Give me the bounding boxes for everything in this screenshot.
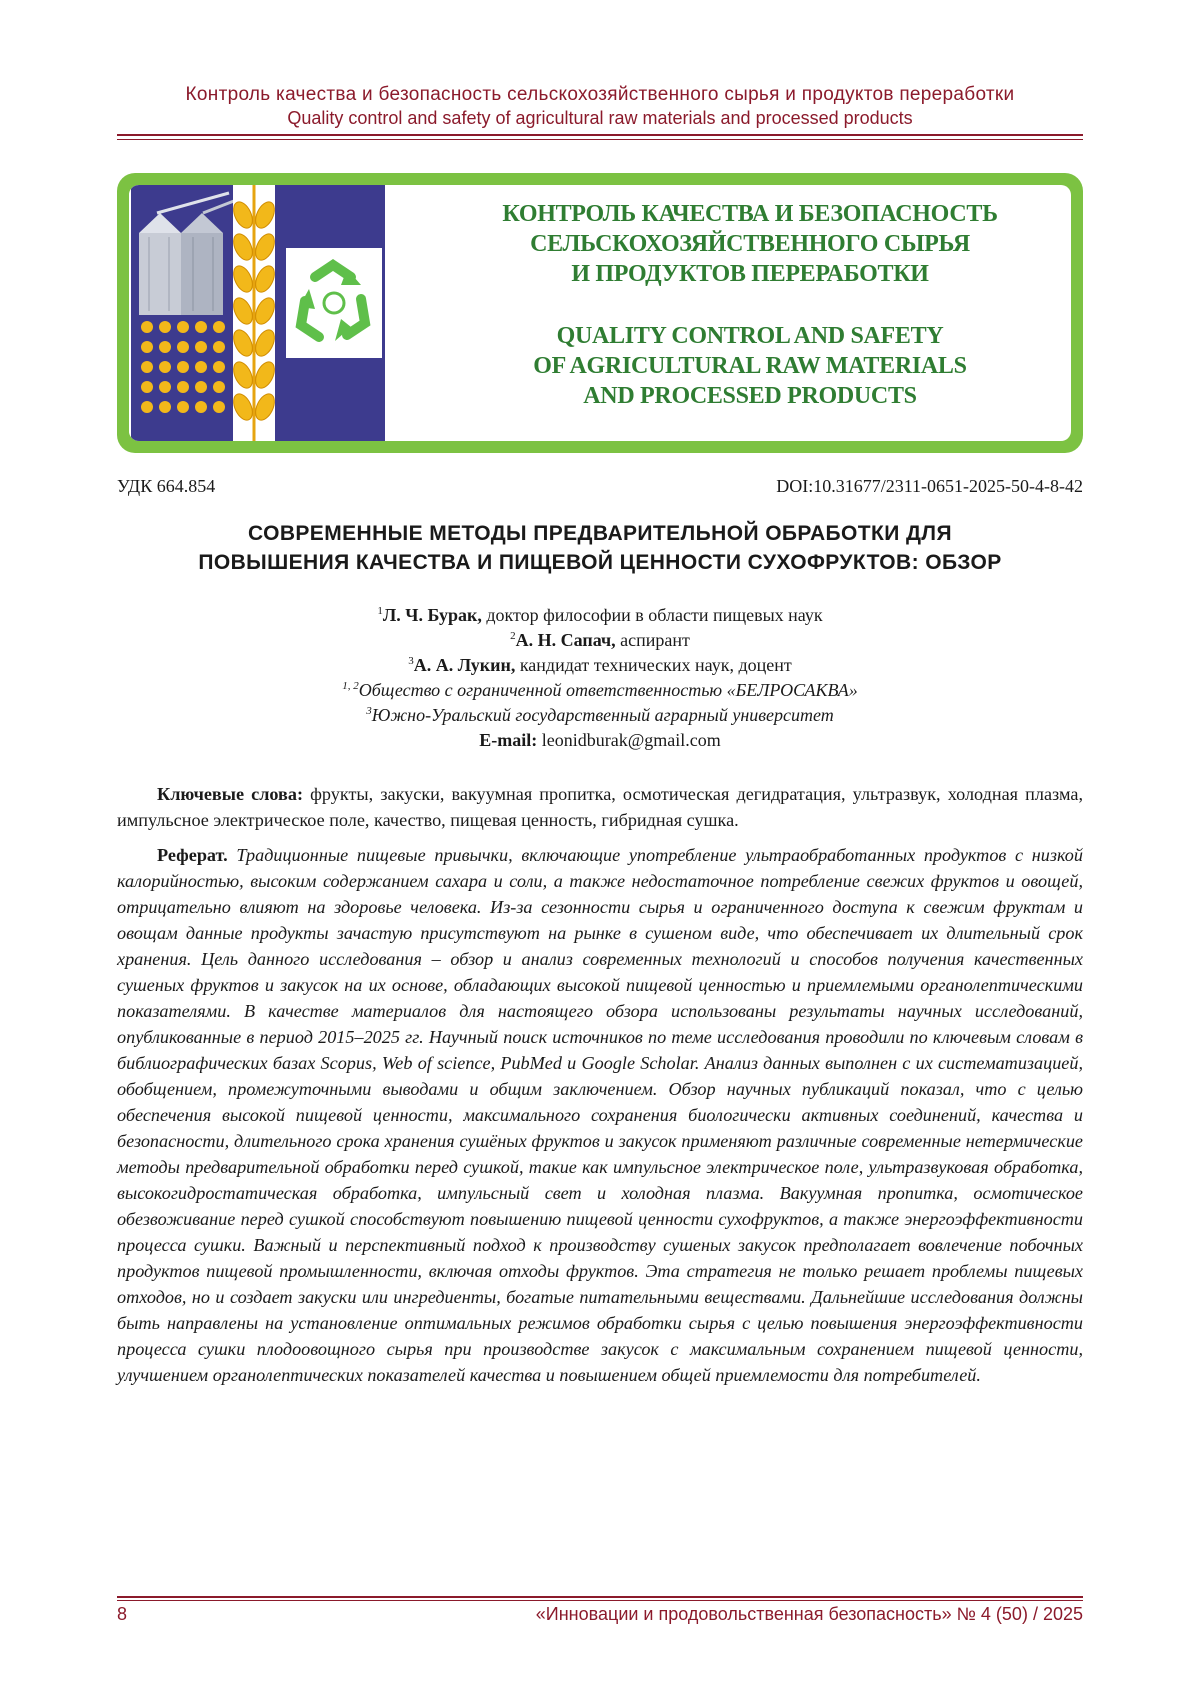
banner-title-ru-line: КОНТРОЛЬ КАЧЕСТВА И БЕЗОПАСНОСТЬ <box>502 201 998 227</box>
author-name: А. А. Лукин, <box>413 655 516 675</box>
recycle-icon <box>285 247 383 359</box>
affiliation-sup: 3 <box>366 705 372 717</box>
author-name: А. Н. Сапач, <box>515 630 616 650</box>
author-2 <box>117 628 1083 652</box>
wheat-ear-icon <box>230 185 278 441</box>
journal-banner <box>117 173 1083 453</box>
header-rule-thin <box>117 139 1083 140</box>
keywords <box>117 781 1083 833</box>
running-head-en: Quality control and safety of agricultural raw materials and processed products <box>287 108 913 128</box>
abstract-text: Традиционные пищевые привычки, включающие употребление ультраобработанных продуктов с низкой калорийностью, высоким содержанием сахара и соли, а также недостаточное потребление свежих фруктов и овощей, отрицательно влияют на здоровье человека. Из-за сезонности сырья и ограниченного доступа к свежим фруктам и овощам данные продукты зачастую присутствуют на рынке в сушеном виде, что обеспечивает их длительный срок хранения. Цель данного исследования – обзор и анализ современных технологий и способов получения качественных сушеных фруктов и закусок на их основе, обладающих высокой пищевой ценностью и приемлемыми органолептическими показателями. В качестве материалов для настоящего обзора использованы результаты научных исследований, опубликованные в период 2015–2025 гг. Научный поиск источников по теме исследования проводили по ключевым словам в библиографических базах Scopus, Web of science, PubMed и Google Scholar. Анализ данных выполнен с их систематизацией, обобщением, промежуточными выводами и общим заключением. Обзор научных публикаций показал, что с целью обеспечения высокой пищевой ценности, максимального сохранения биологически активных соединений, качества и безопасности, длительного срока хранения сушёных фруктов и закусок применяют различные современные нетермические методы предварительной обработки перед сушкой, такие как импульсное электрическое поле, ультразвуковая обработка, высокогидростатическая обработка, импульсный свет и холодная плазма. Вакуумная пропитка, осмотическое обезвоживание перед сушкой способствуют повышению пищевой ценности сухофруктов, а также энергоэффективности процесса сушки. Важный и перспективный подход к производству сушеных закусок предполагает вовлечение побочных продуктов пищевой промышленности, включая отходы фруктов. Эта стратегия не только решает проблемы пищевых отходов, но и создает закуски или ингредиенты, богатые питательными веществами. Дальнейшие исследования должны быть направлены на установление оптимальных режимов обработки сырья с целью повышения энергоэффективности процесса сушки плодоовощного сырья при производстве закусок с максимальным сохранением пищевой ценности, улучшением органолептических показателей качества и повышением общей приемлемости для потребителей. <box>117 845 1083 1385</box>
journal-citation: «Инновации и продовольственная безопасность» № 4 (50) / 2025 <box>535 1604 1083 1624</box>
udc-code: УДК 664.854 <box>117 476 216 496</box>
article-title-line: ПОВЫШЕНИЯ КАЧЕСТВА И ПИЩЕВОЙ ЦЕННОСТИ СУХОФРУКТОВ: ОБЗОР <box>198 551 1002 574</box>
banner-title-en-line: OF AGRICULTURAL RAW MATERIALS <box>533 353 967 379</box>
author-role: кандидат технических наук, доцент <box>515 655 792 675</box>
email-line <box>117 728 1083 752</box>
affiliation-text: Общество с ограниченной ответственностью «БЕЛРОСАКВА» <box>358 680 858 700</box>
page-number: 8 <box>117 1604 128 1624</box>
affiliation-text: Южно-Уральский государственный аграрный университет <box>371 705 834 725</box>
banner-title-ru-line: И ПРОДУКТОВ ПЕРЕРАБОТКИ <box>571 261 929 287</box>
abstract <box>117 842 1083 1388</box>
email-link[interactable]: leonidburak@gmail.com <box>537 730 721 750</box>
author-role: аспирант <box>615 630 690 650</box>
footer-rule-thin <box>117 1600 1083 1601</box>
affiliation-sup: 1, 2 <box>342 680 359 692</box>
author-sup: 3 <box>408 655 414 667</box>
header-rule <box>117 134 1083 136</box>
author-sup: 1 <box>377 605 383 617</box>
affiliation-1 <box>117 678 1083 702</box>
banner-title-en-line: QUALITY CONTROL AND SAFETY <box>556 323 944 349</box>
running-head-ru: Контроль качества и безопасность сельскохозяйственного сырья и продуктов переработки <box>185 84 1015 105</box>
author-3 <box>117 653 1083 677</box>
banner-title-en-line: AND PROCESSED PRODUCTS <box>583 383 917 409</box>
article-title-line: СОВРЕМЕННЫЕ МЕТОДЫ ПРЕДВАРИТЕЛЬНОЙ ОБРАБОТКИ ДЛЯ <box>248 522 952 545</box>
doi[interactable]: DOI:10.31677/2311-0651-2025-50-4-8-42 <box>776 476 1083 496</box>
banner-title-ru-line: СЕЛЬСКОХОЗЯЙСТВЕННОГО СЫРЬЯ <box>530 231 970 257</box>
keywords-text: фрукты, закуски, вакуумная пропитка, осмотическая дегидратация, ультразвук, холодная плазма, импульсное электрическое поле, качество, пищевая ценность, гибридная сушка. <box>117 784 1083 830</box>
email-label: E-mail: <box>479 730 538 750</box>
keywords-label: Ключевые слова: <box>157 784 304 804</box>
author-role: доктор философии в области пищевых наук <box>481 605 823 625</box>
journal-logo <box>129 185 419 441</box>
abstract-label: Реферат. <box>157 845 228 865</box>
footer-rule <box>117 1596 1083 1598</box>
author-1 <box>117 603 1083 627</box>
affiliation-2 <box>117 703 1083 727</box>
author-sup: 2 <box>510 630 516 642</box>
article-title <box>117 519 1083 577</box>
author-name: Л. Ч. Бурак, <box>382 605 482 625</box>
